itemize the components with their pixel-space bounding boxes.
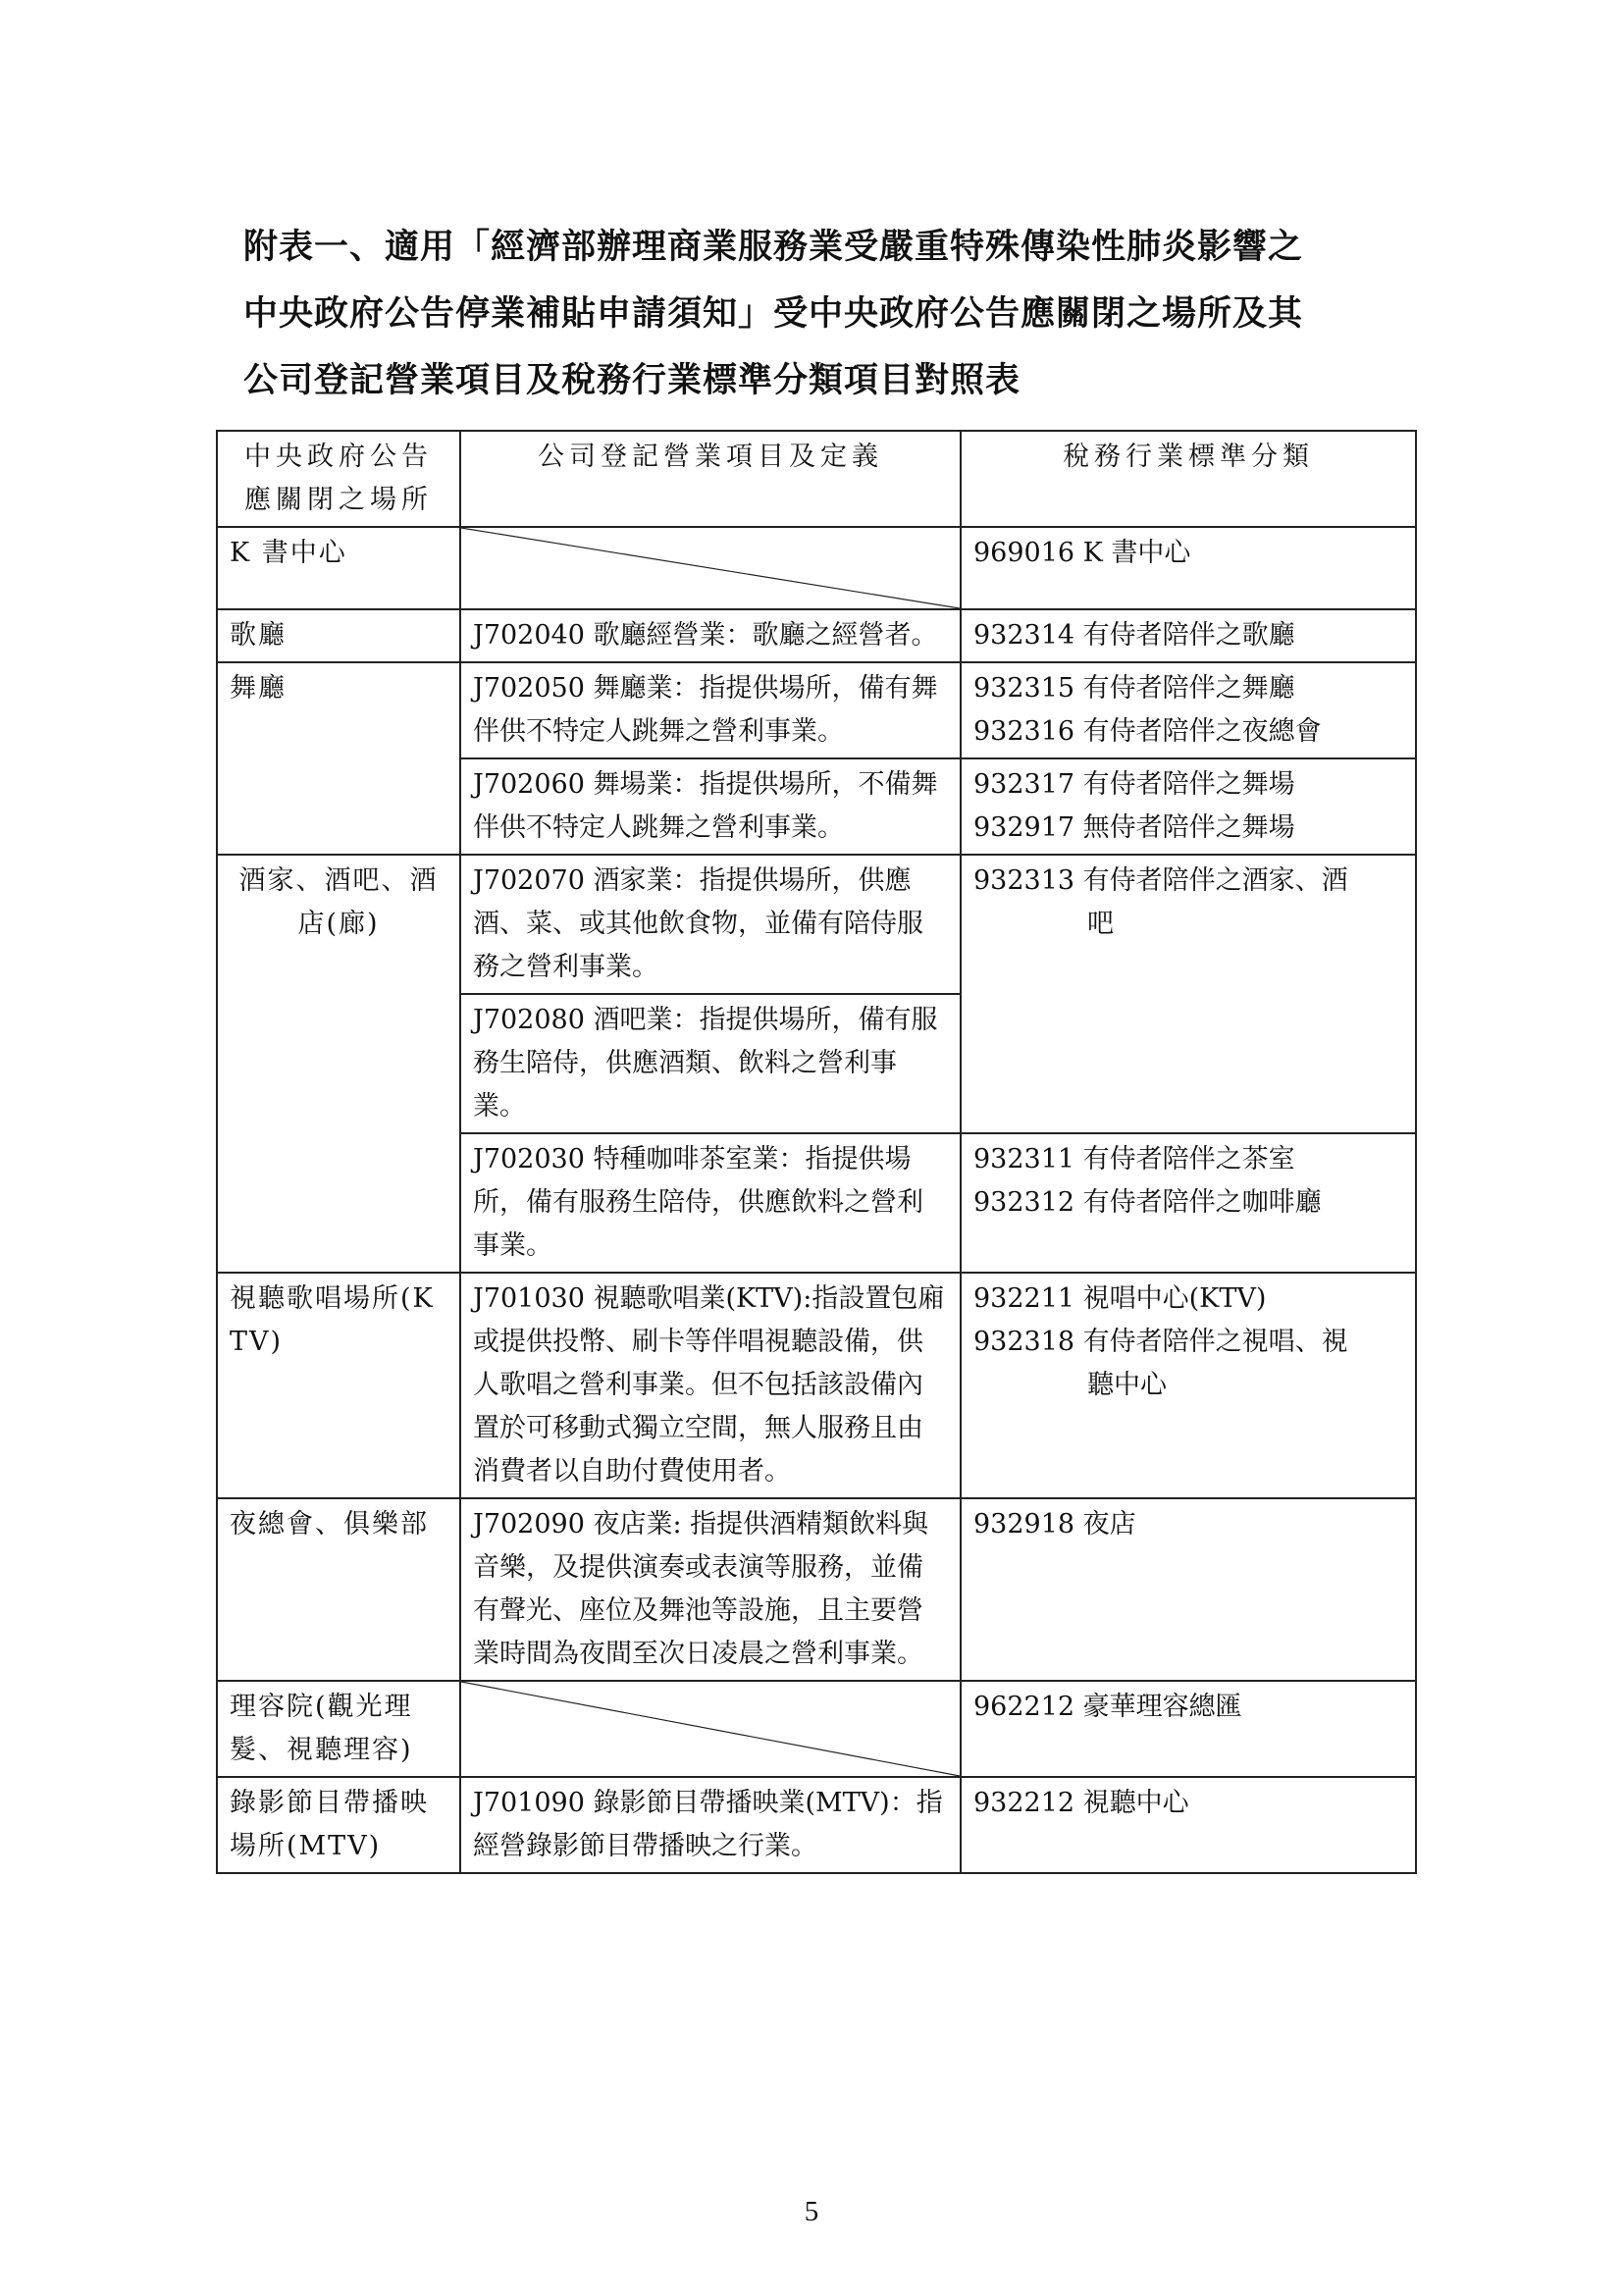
header-venue: 中央政府公告 應關閉之場所 [217,431,460,527]
title-line: 公司登記營業項目及稅務行業標準分類項目對照表 [243,361,1021,400]
diagonal-line [461,528,960,608]
venue-cell: 錄影節目帶播映場所(MTV) [217,1777,460,1873]
table-header-row [217,431,1416,527]
table-row [217,609,1416,662]
title-line: 附表一、適用「經濟部辦理商業服務業受嚴重特殊傳染性肺炎影響之 [243,228,1304,267]
venue-cell: 理容院(觀光理髮、視聽理容) [217,1681,460,1777]
tax-cell: 932212 視聽中心 [961,1777,1416,1873]
registration-cell: J702090 夜店業: 指提供酒精類飲料與音樂，及提供演奏或表演等服務，並備有聲光、座位及舞池等設施，且主要營業時間為夜間至次日凌晨之營利事業。 [460,1498,961,1681]
registration-cell: J701030 視聽歌唱業(KTV):指設置包廂或提供投幣、刷卡等伴唱視聽設備，供人歌唱之營利事業。但不包括該設備內置於可移動式獨立空間，無人服務且由消費者以自助付費使用者。 [460,1273,961,1498]
table-row [217,1498,1416,1681]
registration-cell: J702080 酒吧業：指提供場所，備有服務生陪侍，供應酒類、飲料之營利事業。 [460,994,961,1133]
tax-cell: 932315 有侍者陪伴之舞廳 932316 有侍者陪伴之夜總會 [961,662,1416,758]
empty-diagonal-cell [460,527,961,609]
table-row [217,1273,1416,1498]
venue-cell: 歌廳 [217,609,460,662]
empty-diagonal-cell [460,1681,961,1777]
registration-cell: J702040 歌廳經營業：歌廳之經營者。 [460,609,961,662]
comparison-table [216,430,1417,1874]
venue-cell: 酒家、酒吧、酒店(廊) [217,855,460,1273]
header-tax: 稅務行業標準分類 [961,431,1416,527]
tax-cell: 962212 豪華理容總匯 [961,1681,1416,1777]
tax-cell: 932211 視唱中心(KTV) 932318 有侍者陪伴之視唱、視 聽中心 [961,1273,1416,1498]
tax-cell: 932311 有侍者陪伴之茶室 932312 有侍者陪伴之咖啡廳 [961,1133,1416,1273]
table-row [217,527,1416,609]
registration-cell: J702030 特種咖啡茶室業：指提供場所，備有服務生陪侍，供應飲料之營利事業。 [460,1133,961,1273]
tax-cell: 932918 夜店 [961,1498,1416,1681]
tax-cell: 932317 有侍者陪伴之舞場 932917 無侍者陪伴之舞場 [961,758,1416,855]
title-line: 中央政府公告停業補貼申請須知」受中央政府公告應關閉之場所及其 [243,294,1304,334]
document-title [243,214,1421,414]
table-row [217,855,1416,994]
header-registration: 公司登記營業項目及定義 [460,431,961,527]
venue-cell: 舞廳 [217,662,460,855]
registration-cell: J702060 舞場業：指提供場所，不備舞伴供不特定人跳舞之營利事業。 [460,758,961,855]
diagonal-line [461,1682,960,1776]
tax-cell: 932313 有侍者陪伴之酒家、酒 吧 [961,855,1416,1133]
venue-cell: 視聽歌唱場所(KTV) [217,1273,460,1498]
page-number: 5 [804,2196,819,2227]
venue-cell: K 書中心 [217,527,460,609]
venue-cell: 夜總會、俱樂部 [217,1498,460,1681]
tax-cell: 969016 K 書中心 [961,527,1416,609]
registration-cell: J702070 酒家業：指提供場所，供應酒、菜、或其他飲食物，並備有陪侍服務之營利事業。 [460,855,961,994]
table-row [217,1777,1416,1873]
table-row [217,662,1416,758]
registration-cell: J701090 錄影節目帶播映業(MTV)：指經營錄影節目帶播映之行業。 [460,1777,961,1873]
tax-cell: 932314 有侍者陪伴之歌廳 [961,609,1416,662]
registration-cell: J702050 舞廳業：指提供場所，備有舞伴供不特定人跳舞之營利事業。 [460,662,961,758]
table-row [217,1681,1416,1777]
